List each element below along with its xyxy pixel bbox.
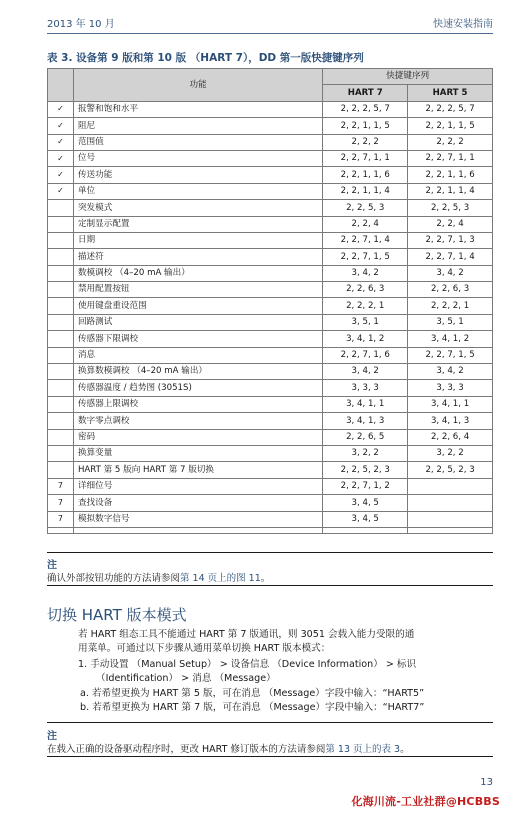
note2-top-rule	[47, 722, 493, 723]
row-hart7-sequence: 3, 4, 5	[323, 495, 408, 511]
row-mark	[48, 298, 74, 314]
row-hart5-sequence: 2, 2, 2, 1	[408, 298, 493, 314]
row-function: 阻尼	[73, 118, 322, 134]
table-row	[48, 101, 493, 117]
table-row	[48, 282, 493, 298]
row-hart7-sequence: 2, 2, 2, 1	[323, 298, 408, 314]
row-hart7-sequence: 3, 3, 3	[323, 380, 408, 396]
step-b: b. 若希望更换为 HART 第 7 版，可在消息 （Message）字段中输入：“HART7”	[80, 702, 425, 713]
row-hart5-sequence: 2, 2, 6, 4	[408, 429, 493, 445]
row-hart7-sequence: 2, 2, 4	[323, 216, 408, 232]
row-hart7-sequence: 2, 2, 6, 5	[323, 429, 408, 445]
note2-bottom-rule	[47, 756, 493, 757]
row-function: 数模调校 （4–20 mA 输出）	[73, 265, 322, 281]
row-function: 禁用配置按钮	[73, 282, 322, 298]
row-function: 突发模式	[73, 200, 322, 216]
row-hart5-sequence	[408, 511, 493, 527]
row-hart7-sequence: 2, 2, 1, 1, 5	[323, 118, 408, 134]
row-hart5-sequence: 2, 2, 1, 1, 6	[408, 167, 493, 183]
row-function: 换算数模调校 （4–20 mA 输出）	[73, 364, 322, 380]
table-row	[48, 396, 493, 412]
row-function: 日期	[73, 232, 322, 248]
table-row	[48, 167, 493, 183]
table-row	[48, 380, 493, 396]
spacer-cell	[48, 527, 74, 533]
row-hart5-sequence: 3, 4, 1, 2	[408, 331, 493, 347]
row-hart7-sequence: 2, 2, 1, 1, 6	[323, 167, 408, 183]
spacer-cell	[323, 527, 408, 533]
row-hart5-sequence	[408, 495, 493, 511]
note1-text-after: 。	[260, 573, 271, 584]
row-hart5-sequence: 2, 2, 7, 1, 4	[408, 249, 493, 265]
fast-key-table	[47, 68, 493, 534]
table-row	[48, 429, 493, 445]
row-mark: ✓	[48, 118, 74, 134]
row-mark	[48, 249, 74, 265]
row-hart5-sequence: 2, 2, 2	[408, 134, 493, 150]
step1-line2: （Identification） > 消息 （Message）	[96, 673, 276, 684]
table-row	[48, 462, 493, 478]
row-hart7-sequence: 3, 4, 5	[323, 511, 408, 527]
row-function: 传感器温度 / 趋势图 (3051S)	[73, 380, 322, 396]
row-hart5-sequence: 3, 4, 1, 3	[408, 413, 493, 429]
table-row	[48, 183, 493, 199]
row-hart5-sequence: 3, 4, 2	[408, 364, 493, 380]
row-hart5-sequence: 2, 2, 1, 1, 5	[408, 118, 493, 134]
row-hart5-sequence: 2, 2, 7, 1, 3	[408, 232, 493, 248]
row-mark: 7	[48, 495, 74, 511]
row-hart7-sequence: 3, 4, 2	[323, 364, 408, 380]
row-function: 详细位号	[73, 478, 322, 494]
section-title: 切换 HART 版本模式	[47, 606, 187, 624]
row-hart7-sequence: 2, 2, 5, 3	[323, 200, 408, 216]
page-header	[47, 12, 493, 34]
table-row	[48, 232, 493, 248]
row-mark: ✓	[48, 101, 74, 117]
note1-text	[47, 570, 270, 584]
row-mark: ✓	[48, 150, 74, 166]
row-hart5-sequence: 2, 2, 5, 2, 3	[408, 462, 493, 478]
row-hart7-sequence: 2, 2, 7, 1, 6	[323, 347, 408, 363]
row-mark	[48, 347, 74, 363]
row-function: 传送功能	[73, 167, 322, 183]
table-row	[48, 298, 493, 314]
header-date: 2013 年 10 月	[47, 19, 115, 30]
row-hart5-sequence: 2, 2, 1, 1, 4	[408, 183, 493, 199]
note2-text	[47, 741, 410, 755]
row-mark	[48, 380, 74, 396]
row-function: 定制显示配置	[73, 216, 322, 232]
row-hart5-sequence: 2, 2, 7, 1, 5	[408, 347, 493, 363]
row-hart5-sequence: 2, 2, 2, 5, 7	[408, 101, 493, 117]
table-row	[48, 331, 493, 347]
row-function: 数字零点调校	[73, 413, 322, 429]
row-mark: 7	[48, 478, 74, 494]
function-header: 功能	[73, 69, 322, 102]
row-mark	[48, 282, 74, 298]
section-para-line2: 用菜单。可通过以下步骤从通用菜单切换 HART 版本模式：	[78, 643, 331, 654]
section-para-line1: 若 HART 组态工具不能通过 HART 第 7 版通讯，则 3051 会载入能力受限的通	[78, 629, 415, 640]
row-mark	[48, 232, 74, 248]
row-hart7-sequence: 2, 2, 1, 1, 4	[323, 183, 408, 199]
note1-top-rule	[47, 552, 493, 553]
row-mark	[48, 314, 74, 330]
page-number: 13	[480, 777, 493, 788]
row-hart5-sequence	[408, 478, 493, 494]
mark-header	[48, 69, 74, 102]
table-row	[48, 265, 493, 281]
hart5-header: HART 5	[408, 85, 493, 101]
row-hart5-sequence: 2, 2, 6, 3	[408, 282, 493, 298]
row-hart7-sequence: 3, 4, 1, 1	[323, 396, 408, 412]
row-mark: ✓	[48, 167, 74, 183]
row-function: 描述符	[73, 249, 322, 265]
table-row	[48, 200, 493, 216]
row-mark	[48, 200, 74, 216]
watermark-text: 化海川流-工业社群@HCBBS	[351, 795, 500, 808]
row-hart7-sequence: 3, 4, 2	[323, 265, 408, 281]
spacer-cell	[73, 527, 322, 533]
row-hart5-sequence: 2, 2, 4	[408, 216, 493, 232]
row-function: 密码	[73, 429, 322, 445]
table-row	[48, 445, 493, 461]
table-row	[48, 249, 493, 265]
table-body	[48, 101, 493, 533]
note2-text-after: 。	[400, 744, 410, 755]
step1-line1: 1. 手动设置 （Manual Setup） > 设备信息 （Device Information） > 标识	[78, 659, 417, 670]
note1-bottom-rule	[47, 585, 493, 586]
table-row	[48, 347, 493, 363]
note1-label: 注	[47, 560, 57, 571]
hart7-header: HART 7	[323, 85, 408, 101]
table-row	[48, 413, 493, 429]
step-a: a. 若希望更换为 HART 第 5 版，可在消息 （Message）字段中输入：“HART5”	[80, 688, 425, 699]
table-spacer-row	[48, 527, 493, 533]
row-function: 报警和饱和水平	[73, 101, 322, 117]
row-hart7-sequence: 2, 2, 6, 3	[323, 282, 408, 298]
row-hart7-sequence: 2, 2, 5, 2, 3	[323, 462, 408, 478]
row-hart5-sequence: 2, 2, 7, 1, 1	[408, 150, 493, 166]
table-row	[48, 314, 493, 330]
row-function: 传感器上限调校	[73, 396, 322, 412]
note1-text-before: 确认外部按钮功能的方法请参阅	[47, 573, 181, 584]
note2-text-before: 在载入正确的设备驱动程序时，更改 HART 修订版本的方法请参阅	[47, 744, 326, 755]
table-row	[48, 364, 493, 380]
header-guide-title: 快速安装指南	[433, 19, 493, 30]
row-function: 模拟数字信号	[73, 511, 322, 527]
note2-label: 注	[47, 731, 57, 742]
row-hart7-sequence: 3, 4, 1, 3	[323, 413, 408, 429]
row-function: 使用键盘重设范围	[73, 298, 322, 314]
row-function: HART 第 5 版向 HART 第 7 版切换	[73, 462, 322, 478]
row-mark	[48, 445, 74, 461]
table-row	[48, 478, 493, 494]
row-hart7-sequence: 2, 2, 2	[323, 134, 408, 150]
row-mark	[48, 462, 74, 478]
row-hart7-sequence: 2, 2, 7, 1, 2	[323, 478, 408, 494]
row-function: 查找设备	[73, 495, 322, 511]
note2-link[interactable]: 第 13 页上的表 3	[325, 744, 401, 755]
row-function: 回路测试	[73, 314, 322, 330]
row-mark: 7	[48, 511, 74, 527]
row-hart5-sequence: 3, 4, 2	[408, 265, 493, 281]
row-function: 范围值	[73, 134, 322, 150]
row-mark	[48, 429, 74, 445]
row-function: 传感器下限调校	[73, 331, 322, 347]
row-hart5-sequence: 3, 2, 2	[408, 445, 493, 461]
table-row	[48, 150, 493, 166]
table-row	[48, 495, 493, 511]
row-mark	[48, 364, 74, 380]
row-hart5-sequence: 3, 5, 1	[408, 314, 493, 330]
table-row	[48, 134, 493, 150]
row-mark	[48, 265, 74, 281]
row-mark	[48, 396, 74, 412]
row-hart7-sequence: 2, 2, 2, 5, 7	[323, 101, 408, 117]
table-row	[48, 511, 493, 527]
row-mark	[48, 413, 74, 429]
row-hart7-sequence: 3, 4, 1, 2	[323, 331, 408, 347]
table-row	[48, 216, 493, 232]
row-mark	[48, 216, 74, 232]
row-function: 消息	[73, 347, 322, 363]
row-mark: ✓	[48, 183, 74, 199]
row-hart5-sequence: 3, 3, 3	[408, 380, 493, 396]
row-hart5-sequence: 2, 2, 5, 3	[408, 200, 493, 216]
table-title: 表 3. 设备第 9 版和第 10 版 （HART 7），DD 第一版快捷键序列	[47, 52, 364, 64]
row-hart5-sequence: 3, 4, 1, 1	[408, 396, 493, 412]
row-function: 单位	[73, 183, 322, 199]
row-function: 换算变量	[73, 445, 322, 461]
row-function: 位号	[73, 150, 322, 166]
row-hart7-sequence: 2, 2, 7, 1, 1	[323, 150, 408, 166]
row-hart7-sequence: 2, 2, 7, 1, 4	[323, 232, 408, 248]
row-hart7-sequence: 2, 2, 7, 1, 5	[323, 249, 408, 265]
row-mark: ✓	[48, 134, 74, 150]
spacer-cell	[408, 527, 493, 533]
row-mark	[48, 331, 74, 347]
sequence-header: 快捷键序列	[323, 69, 493, 85]
note1-link[interactable]: 第 14 页上的图 11	[180, 573, 261, 584]
table-row	[48, 118, 493, 134]
row-hart7-sequence: 3, 2, 2	[323, 445, 408, 461]
row-hart7-sequence: 3, 5, 1	[323, 314, 408, 330]
